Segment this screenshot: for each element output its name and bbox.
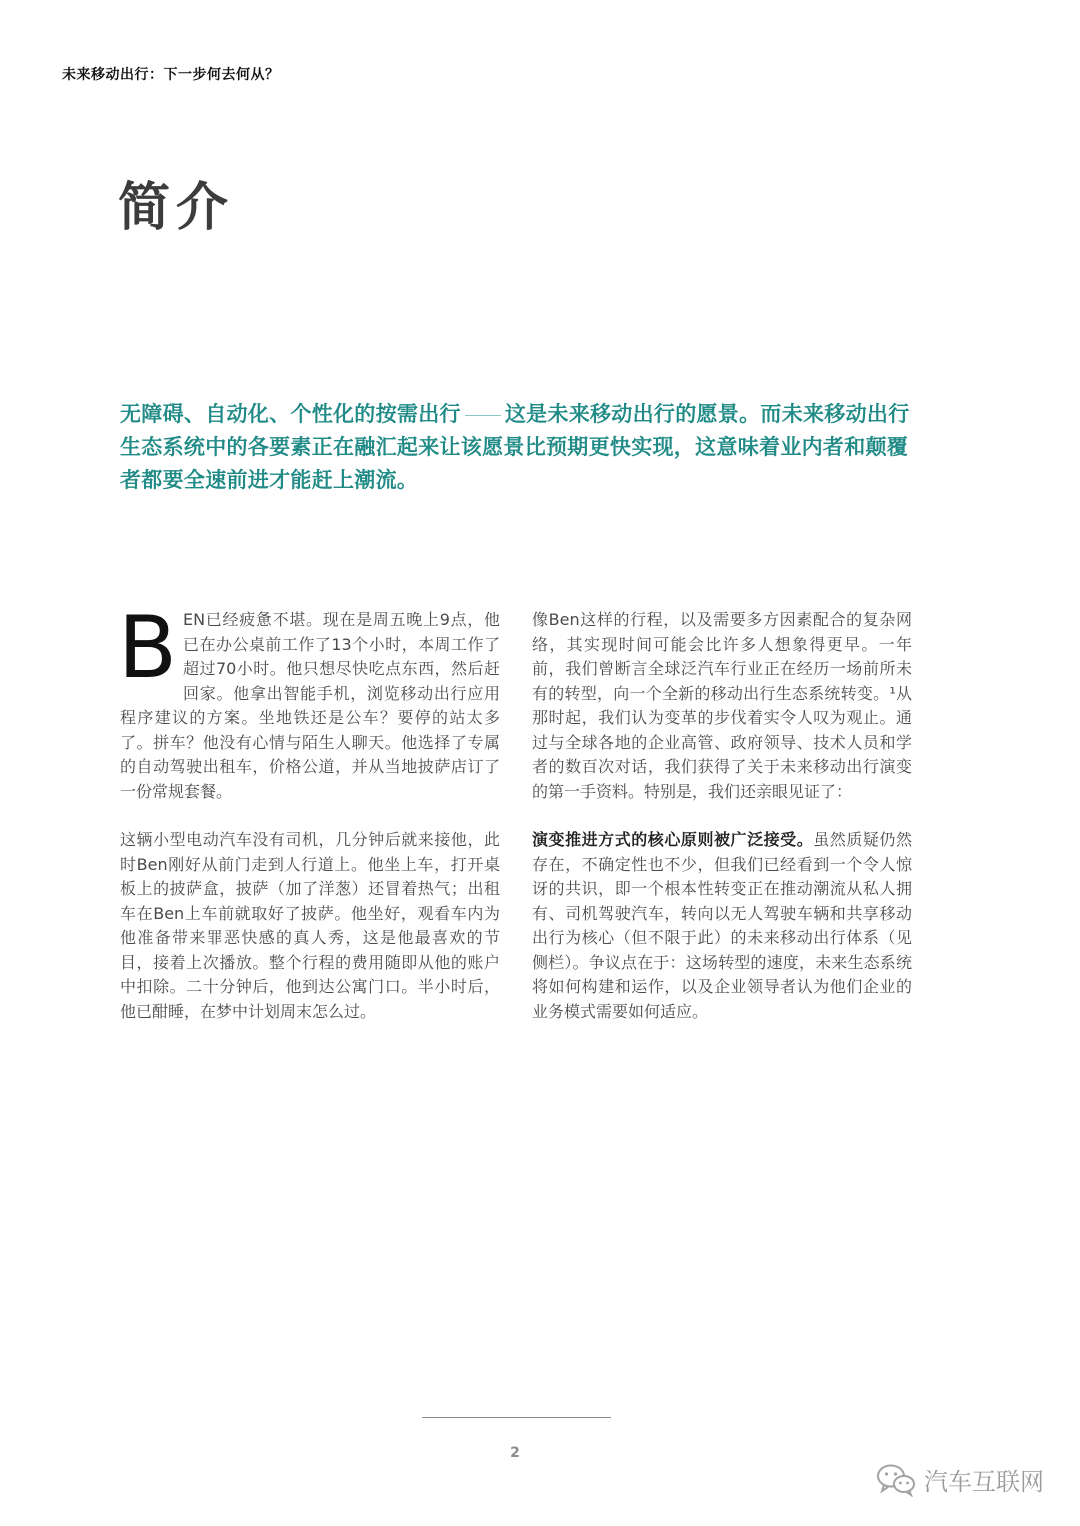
lead-text-part1: 无障碍、自动化、个性化的按需出行 bbox=[120, 402, 461, 426]
body-paragraph-4 bbox=[532, 828, 912, 1024]
body-paragraph-4-text: 虽然质疑仍然存在，不确定性也不少，但我们已经看到一个令人惊讶的共识，即一个根本性转变正在推动潮流从私人拥有、司机驾驶汽车，转向以无人驾驶车辆和共享移动出行为核心（但不限于此）的未来移动出行体系（见侧栏）。争议点在于：这场转型的速度，未来生态系统将如何构建和运作，以及企业领导者认为他们企业的业务模式需要如何适应。 bbox=[532, 830, 912, 1021]
body-column-right bbox=[532, 608, 912, 1048]
watermark-text: 汽车互联网 bbox=[924, 1468, 1044, 1496]
lead-text-part2: 这是未来移动出行的愿景。而未来移动出行生态系统中的各要素正在融汇起来让该愿景比预期更快实现，这意味着业内者和颠覆者都要全速前进才能赶上潮流。 bbox=[120, 402, 910, 492]
running-header-title: 未来移动出行：下一步何去何从？ bbox=[62, 67, 280, 83]
section-title: 简介 bbox=[118, 178, 235, 238]
body-paragraph-1 bbox=[118, 598, 500, 804]
body-column-left bbox=[118, 598, 500, 1048]
body-paragraph-1-text: EN已经疲惫不堪。现在是周五晚上9点，他已在办公桌前工作了13个小时，本周工作了超过70小时。他只想尽快吃点东西，然后赶回家。他拿出智能手机，浏览移动出行应用程序建议的方案。坐地铁还是公车？要停的站太多了。拼车？他没有心情与陌生人聊天。他选择了专属的自动驾驶出租车，价格公道，并从当地披萨店订了一份常规套餐。 bbox=[120, 610, 500, 801]
paragraph-lead-in: 演变推进方式的核心原则被广泛接受。 bbox=[532, 830, 814, 849]
body-paragraph-2: 这辆小型电动汽车没有司机，几分钟后就来接他，此时Ben刚好从前门走到人行道上。他坐上车，打开桌板上的披萨盒，披萨（加了洋葱）还冒着热气；出租车在Ben上车前就取好了披萨。他坐好，观看车内为他准备带来罪恶快感的真人秀，这是他最喜欢的节目，接着上次播放。整个行程的费用随即从他的账户中扣除。二十分钟后，他到达公寓门口。半小时后，他已酣睡，在梦中计划周末怎么过。 bbox=[120, 830, 500, 1021]
em-dash-divider bbox=[465, 415, 501, 416]
page-number: 2 bbox=[510, 1445, 520, 1461]
body-paragraph-3: 像Ben这样的行程，以及需要多方因素配合的复杂网络，其实现时间可能会比许多人想象得更早。一年前，我们曾断言全球泛汽车行业正在经历一场前所未有的转型，向一个全新的移动出行生态系统转变。¹从那时起，我们认为变革的步伐着实令人叹为观止。通过与全球各地的企业高管、政府领导、技术人员和学者的数百次对话，我们获得了关于未来移动出行演变的第一手资料。特别是，我们还亲眼见证了： bbox=[532, 610, 912, 801]
footer-rule bbox=[422, 1417, 611, 1418]
watermark bbox=[876, 1462, 1044, 1497]
wechat-icon bbox=[876, 1463, 916, 1497]
drop-cap: B bbox=[118, 598, 177, 698]
lead-paragraph bbox=[120, 398, 920, 497]
